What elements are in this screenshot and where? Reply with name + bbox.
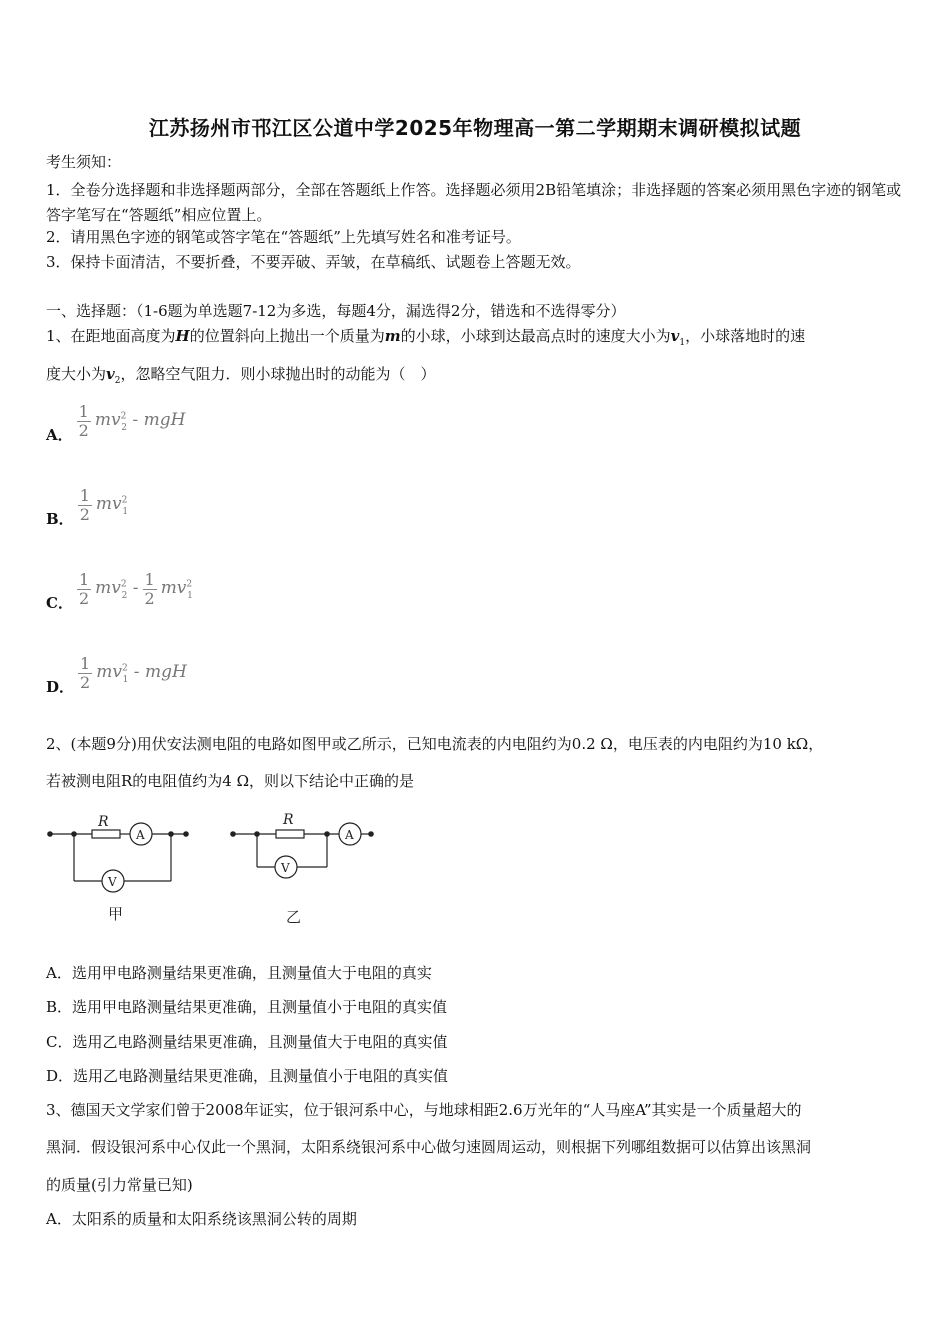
q3-line-3: 的质量(引力常量已知) (46, 1176, 193, 1194)
resistor-label-b: R (283, 812, 294, 828)
page-title: 江苏扬州市邗江区公道中学2025年物理高一第二学期期末调研模拟试题 (148, 116, 802, 140)
q2-line-1: 2、(本题9分)用伏安法测电阻的电路如图甲或乙所示，已知电流表的内电阻约为0.2 Ω，电压表的内电阻约为10 kΩ， (46, 735, 824, 753)
q1-var-v1-sub: 1 (679, 338, 686, 348)
circuit-diagrams (40, 805, 400, 930)
q1-text-a: 1、在距地面高度为 (46, 327, 176, 345)
ammeter-label-b: A (345, 828, 354, 842)
q1-var-H: H (175, 327, 190, 345)
q1-text-b: 的位置斜向上抛出一个质量为 (189, 327, 385, 345)
q1-line-1 (46, 327, 805, 352)
circuit-label-b: 乙 (286, 908, 302, 926)
voltmeter-label-a: V (108, 875, 117, 889)
notice-item-3: 3．保持卡面清洁，不要折叠，不要弄破、弄皱，在草稿纸、试题卷上答题无效。 (46, 253, 581, 271)
circuit-a (48, 823, 188, 892)
option-letter: C． (46, 594, 73, 612)
fraction: $\frac{1}{2}$ (78, 570, 90, 608)
q1-text-e: 度大小为 (46, 365, 107, 383)
notice-item-1: 1．全卷分选择题和非选择题两部分，全部在答题纸上作答。选择题必须用2B铅笔填涂；非选择题的答案必须用黑色字迹的钢笔或答字笔写在“答题纸”相应位置上。 (46, 181, 902, 224)
fraction: $\frac{1}{2}$ (78, 402, 89, 440)
circuit-label-a: 甲 (108, 905, 124, 923)
q1-var-v1: v (670, 327, 680, 345)
voltmeter-label-b: V (281, 861, 290, 875)
notice-item-2: 2．请用黑色字迹的钢笔或答字笔在“答题纸”上先填写姓名和准考证号。 (46, 228, 521, 246)
q1-var-v2: v (106, 365, 115, 383)
section-heading: 一、选择题：（1-6题为单选题7-12为多选，每题4分，漏选得2分，错选和不选得零分） (46, 302, 626, 320)
math-expression: $mv^2_2$ - mgH (94, 410, 186, 433)
resistor-label-a: R (98, 814, 109, 830)
q2-option-a: A．选用甲电路测量结果更准确，且测量值大于电阻的真实 (46, 964, 432, 982)
math-expression: $mv^2_2$ - (95, 578, 139, 601)
q1-option-c (46, 566, 193, 613)
fraction: $\frac{1}{2}$ (79, 486, 90, 524)
option-letter: A． (46, 426, 73, 444)
q1-text-d: ，小球落地时的速 (685, 327, 806, 345)
q1-option-d (46, 650, 187, 697)
math-expression: $mv^2_1$ (160, 578, 193, 601)
q2-option-d: D．选用乙电路测量结果更准确，且测量值小于电阻的真实值 (46, 1067, 449, 1085)
q2-option-b: B．选用甲电路测量结果更准确，且测量值小于电阻的真实值 (46, 998, 448, 1016)
q2-option-c: C．选用乙电路测量结果更准确，且测量值大于电阻的真实值 (46, 1033, 448, 1051)
option-letter: B． (46, 510, 74, 528)
option-letter: D． (46, 678, 75, 696)
math-expression: $mv^2_1$ (95, 494, 129, 517)
q1-option-a (46, 398, 185, 445)
fraction: $\frac{1}{2}$ (80, 654, 91, 692)
q1-var-v2-sub: 2 (114, 376, 121, 386)
fraction: $\frac{1}{2}$ (144, 570, 155, 608)
q3-option-a: A．太阳系的质量和太阳系绕该黑洞公转的周期 (46, 1210, 357, 1228)
math-expression: $mv^2_1$ - mgH (96, 662, 187, 685)
q1-option-b (46, 482, 128, 529)
q3-line-2: 黑洞．假设银河系中心仅此一个黑洞，太阳系绕银河系中心做匀速圆周运动，则根据下列哪组数据可以估算出该黑洞 (46, 1138, 812, 1156)
q3-line-1: 3、德国天文学家们曾于2008年证实，位于银河系中心，与地球相距2.6万光年的“人马座A”其实是一个质量超大的 (46, 1101, 802, 1119)
q1-var-m: m (384, 327, 401, 345)
q2-line-2: 若被测电阻R的电阻值约为4 Ω，则以下结论中正确的是 (46, 772, 415, 790)
q1-line-2 (46, 365, 435, 390)
notice-heading: 考生须知： (46, 153, 122, 171)
ammeter-label-a: A (136, 828, 145, 842)
q1-text-c: 的小球，小球到达最高点时的速度大小为 (400, 327, 671, 345)
q1-text-f: ，忽略空气阻力．则小球抛出时的动能为（ ） (120, 365, 436, 383)
